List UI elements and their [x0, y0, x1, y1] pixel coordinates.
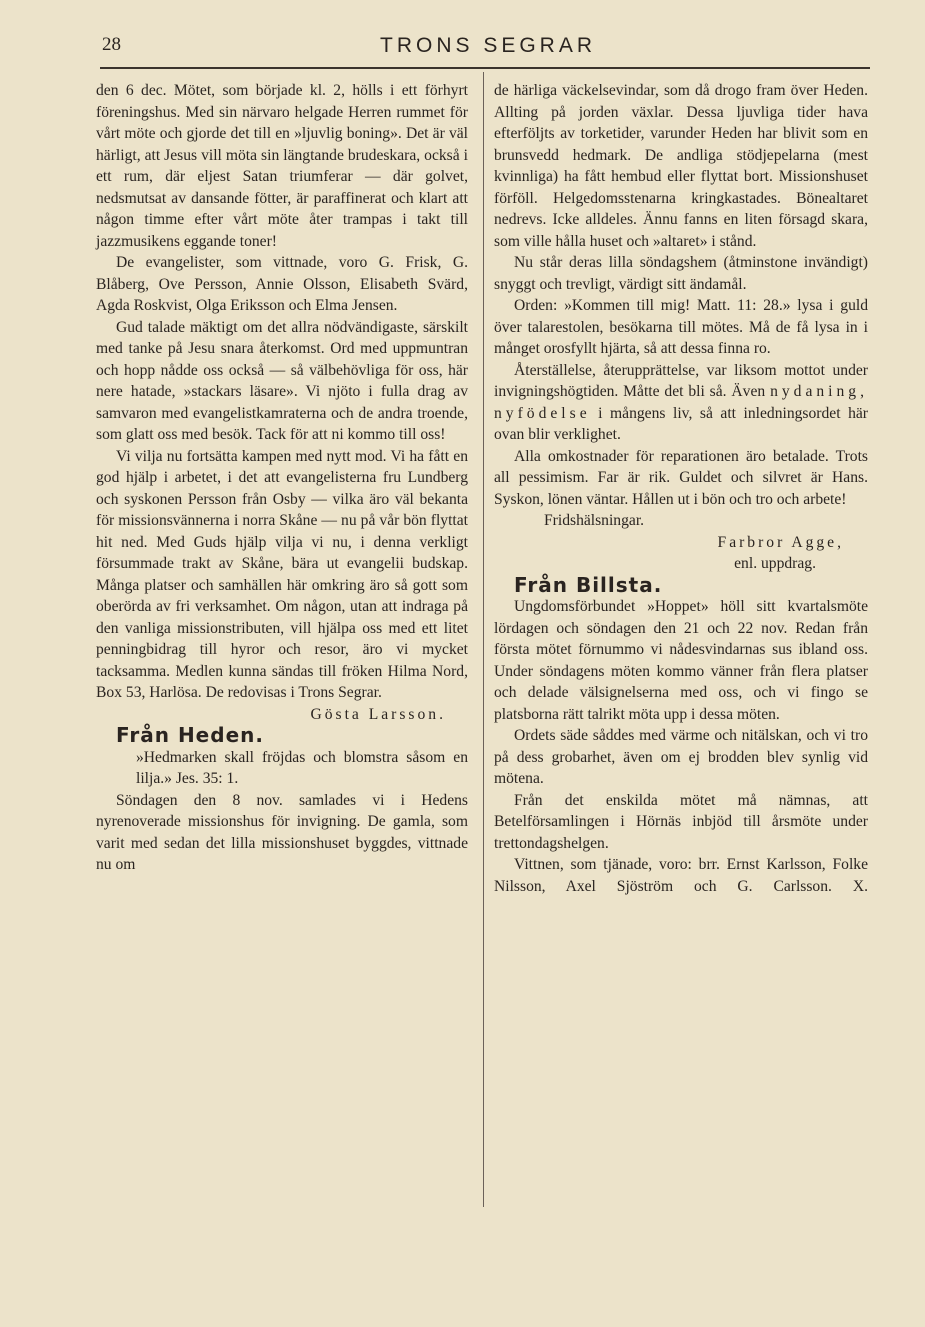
section-heading-heden: Från Heden. [116, 723, 264, 747]
text-run: Vittnen, som tjänade, voro: brr. Ernst Karlsson, Folke Nilsson, Axel Sjöström och G. Carlsson. [494, 856, 868, 895]
paragraph: de härliga väckelsevindar, som då drogo fram över Heden. Allting på jorden växlar. Dessa ljuvliga tider hava efterföljts av torketider, varunder Heden har blivit som en brunsvedd hedmark. De andliga stödjepelarna (mest kvinnliga) ha fått hembud eller flyttat bort. Missionshuset förföll. Helgedomsstenarna kringkastades. Bönealtaret nedrevs. Icke alldeles. Ännu fanns en liten försagd skara, som ville hålla huset och »altaret» i stånd. [494, 82, 868, 250]
right-column [494, 80, 868, 897]
signature: Farbror Agge, [717, 533, 844, 551]
spaced-emphasis: nydaning, nyfödelse [494, 383, 868, 422]
text-run: Återställelse, återupprättelse, var liksom mottot under invigningshögtiden. Måtte det bli så. Även [494, 361, 868, 400]
running-head-title: TRONS SEGRAR [380, 34, 597, 57]
paragraph: Orden: »Kommen till mig! Matt. 11: 28.» lysa i guld över talarestolen, besökarna till mötes. Må de få lysa in i månget orosfyllt hjärta, så att dessa finna ro. [494, 297, 868, 357]
paragraph: Ungdomsförbundet »Hoppet» höll sitt kvartalsmöte lördagen och söndagen den 21 och 22 nov. Redan från första mötet förnummo vi nådesvindarnas sus ibland oss. Under söndagens möten kommo vänner från flera platser och delade välsignelserna med oss, och vi fingo se platsborna rätt talrikt möta upp i dessa möten. [494, 598, 868, 723]
header-rule [100, 67, 870, 69]
bible-verse [96, 747, 468, 790]
paragraph: den 6 dec. Mötet, som började kl. 2, hölls i ett förhyrt föreningshus. Med sin närvaro helgade Herren rummet för vårt möte och gjorde det till en »ljuvlig boning». Det är väl härligt, att Jesus vill möta sin längtande brudeskara, också i ett rum, där eljest Satan triumferar — där golvet, nedsmutsat av dansande fötter, är paraffinerat och klart att någon timme efter vårt möte åter trampas i takt till jazzmusikens eggande toner! [96, 82, 468, 250]
signature-role: enl. uppdrag. [734, 555, 816, 572]
paragraph [494, 360, 868, 446]
paragraph: Gud talade mäktigt om det allra nödvändigaste, särskilt med tanke på Jesu snara återkomst. Ord med uppmuntran och hopp nådde oss också — så välbehövliga för oss, här nere hatade, »stackars läsare». Vi njöto i fulla drag av samvaron med evangelistkamraterna och de andra troende, som glatt oss med besök. Tack för att ni kommo till oss! [96, 318, 468, 443]
paragraph: Söndagen den 8 nov. samlades vi i Hedens nyrenoverade missionshus för invigning. De gamla, som varit med sedan det lilla missionshuset byggdes, vittnade nu om [96, 791, 468, 873]
paragraph: Nu står deras lilla söndagshem (åtminstone invändigt) snyggt och trevligt, värdigt sitt ändamål. [494, 254, 868, 293]
verse-text: »Hedmarken skall fröjdas och blomstra såsom en lilja.» [136, 748, 468, 787]
paragraph: Från det enskilda mötet må nämnas, att Betelförsamlingen i Hörnäs inbjöd till årsmöte under trettondagshelgen. [494, 791, 868, 852]
left-column [96, 80, 468, 876]
verse-reference: Jes. 35: 1. [175, 770, 239, 787]
greeting: Fridshälsningar. [544, 512, 645, 529]
paragraph: Alla omkostnader för reparationen äro betalade. Trots all pessimism. Far är rik. Guldet och silvret är Hans. Syskon, lönen väntar. Hållen ut i bön och tro och arbete! [494, 447, 868, 508]
paragraph: Ordets säde såddes med värme och nitälskan, och vi tro på dess grobarhet, även om ej brodden blev synlig vid mötena. [494, 727, 868, 787]
paragraph: Vi vilja nu fortsätta kampen med nytt mod. Vi ha fått en god hjälp i arbetet, i det att evangelisterna fru Lundberg och syskonen Persson från Osby — vilka äro väl bekanta för missionsvännerna i norra Skåne — nu på vår bön flyttat hit ned. Med Guds hjälp vilja vi nu, i denna verkligt försummade trakt av Skåne, bära ut evangelii budskap. Många platser och samhällen här omkring äro så gott som oberörda av fri verksamhet. Om någon, utan att indraga på den vanliga missionstributen, vill hjälpa oss med ett litet penningbidrag till hyror och resor, äro vi mycket tacksamma. Medlen kunna sändas till fröken Hilma Nord, Box 53, Harlösa. De redovisas i Trons Segrar. [96, 447, 468, 701]
signature-initial: X. [852, 877, 868, 895]
paragraph: De evangelister, som vittnade, voro G. Frisk, G. Blåberg, Ove Persson, Annie Olsson, Elisabeth Svärd, Agda Roskvist, Olga Eriksson och Elma Jensen. [96, 254, 468, 314]
page-number: 28 [102, 34, 121, 55]
signature: Gösta Larsson. [310, 705, 446, 723]
paragraph [494, 854, 868, 897]
section-heading-billsta: Från Billsta. [514, 572, 663, 597]
column-divider [483, 72, 484, 1207]
text-run: i mångens liv, så att inledningsordet här ovan blir verklighet. [494, 404, 868, 443]
